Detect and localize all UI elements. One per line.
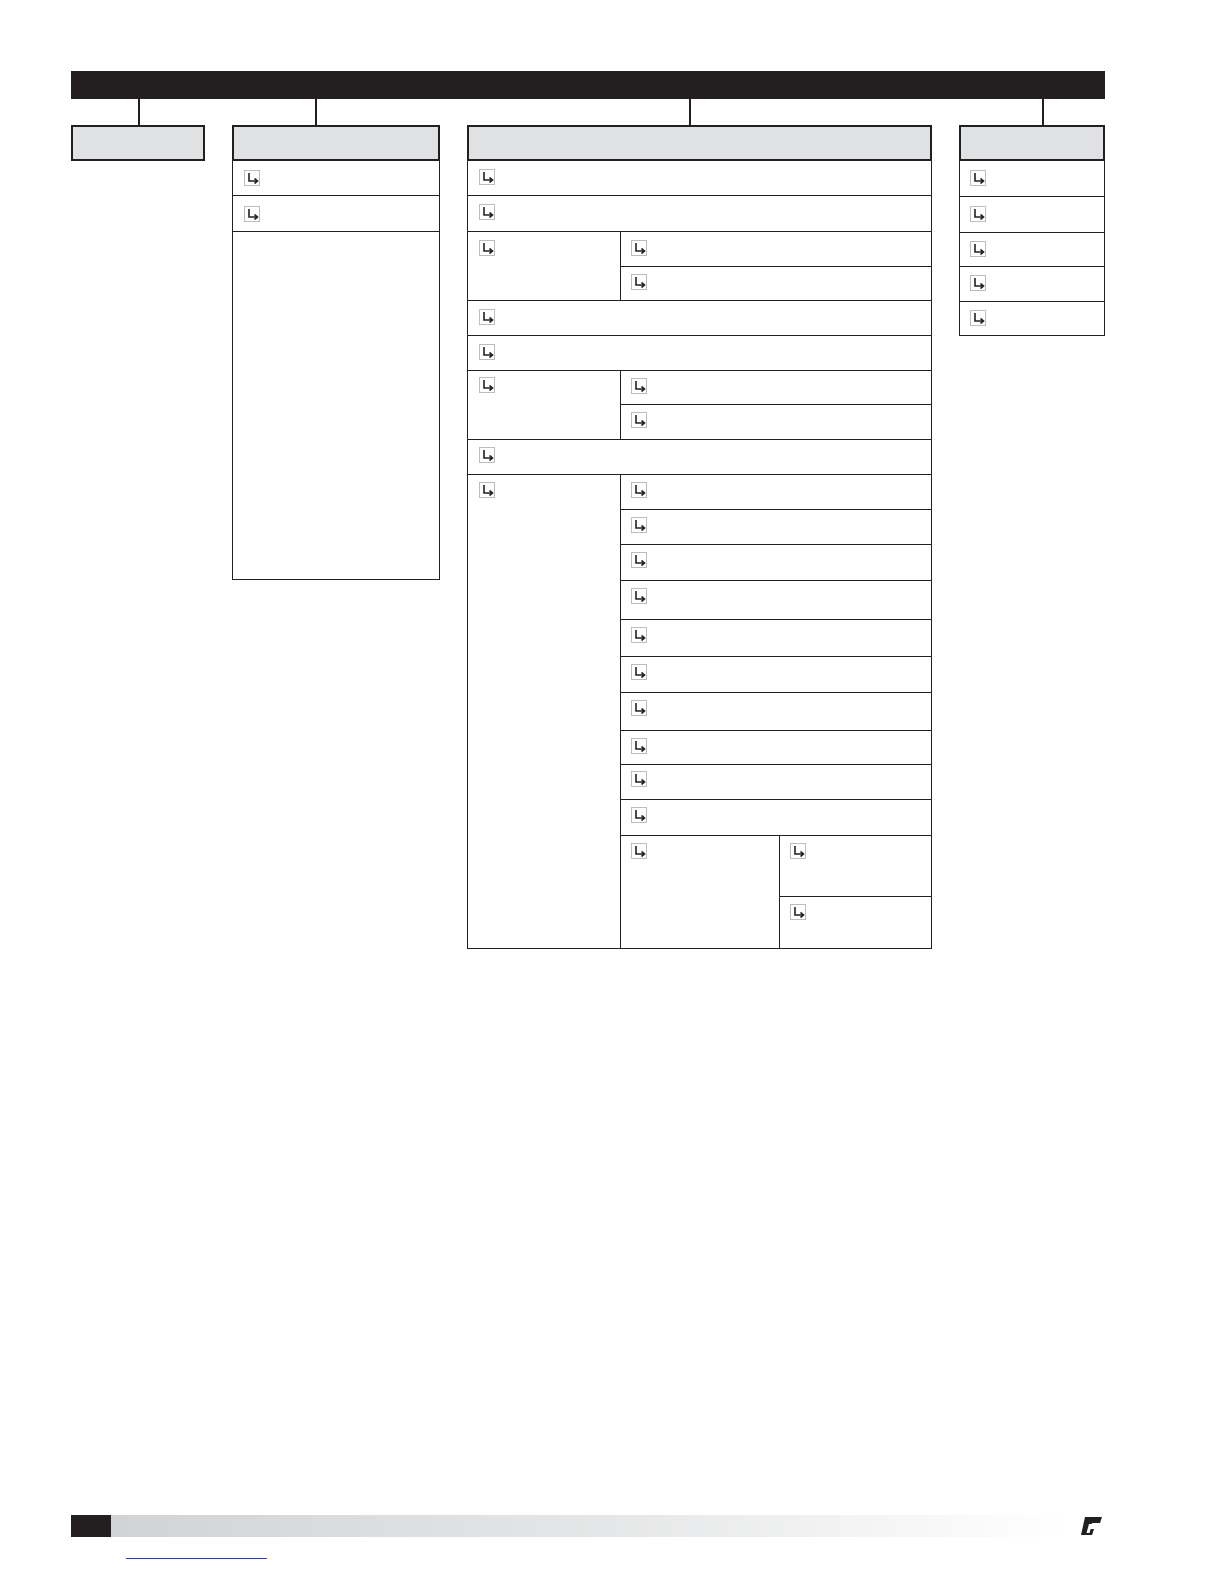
column-4-header [959,125,1105,161]
return-arrow-icon [479,377,495,393]
return-arrow-icon [970,241,986,257]
column-3-subrow [620,232,932,267]
column-4-row [959,197,1105,233]
column-4-row [959,302,1105,336]
connector-1 [138,99,140,126]
column-1-header [71,125,205,161]
column-3-subrow [620,765,932,800]
return-arrow-icon [631,771,647,787]
return-arrow-icon [790,843,806,859]
column-3-subrow [620,405,932,440]
return-arrow-icon [479,482,495,498]
return-arrow-icon [631,378,647,394]
column-4-row [959,267,1105,302]
column-3-subrow [620,800,932,836]
return-arrow-icon [479,344,495,360]
return-arrow-icon [479,447,495,463]
column-3-subrow [620,510,932,545]
return-arrow-icon [479,240,495,256]
column-3-group [467,475,621,949]
column-4-row [959,233,1105,267]
column-2-header [232,125,440,161]
return-arrow-icon [631,700,647,716]
column-2-row [232,161,440,196]
connector-4 [1042,99,1044,126]
footer-band [71,1515,1071,1537]
return-arrow-icon [631,843,647,859]
return-arrow-icon [479,309,495,325]
column-3-subrow [620,620,932,657]
return-arrow-icon [244,170,260,186]
column-3-subrow [620,657,932,693]
return-arrow-icon [631,482,647,498]
return-arrow-icon [970,206,986,222]
return-arrow-icon [631,627,647,643]
column-3-row [467,301,932,336]
page-number-block [71,1515,111,1537]
column-3-subrow [620,545,932,581]
return-arrow-icon [970,275,986,291]
return-arrow-icon [631,664,647,680]
return-arrow-icon [631,517,647,533]
column-3-header [467,125,932,161]
column-3-subrow [620,731,932,765]
return-arrow-icon [970,310,986,326]
root-bar [71,71,1105,99]
column-3-row [467,440,932,475]
brand-logo-icon [1080,1516,1104,1536]
column-3-subrow [620,371,932,405]
return-arrow-icon [631,588,647,604]
column-4-row [959,161,1105,197]
column-3-nested-row [779,897,932,949]
column-3-row [467,196,932,232]
column-3-group [467,232,621,301]
return-arrow-icon [631,552,647,568]
column-3-group [467,371,621,440]
footer-link[interactable] [126,1558,267,1559]
return-arrow-icon [970,170,986,186]
return-arrow-icon [631,412,647,428]
column-3-subrow [620,581,932,620]
column-3-subrow [620,693,932,731]
column-3-row [467,161,932,196]
column-3-subrow [620,475,932,510]
return-arrow-icon [479,204,495,220]
return-arrow-icon [790,904,806,920]
connector-2 [315,99,317,126]
column-3-row [467,336,932,371]
column-3-subrow [620,267,932,301]
return-arrow-icon [631,807,647,823]
connector-3 [689,99,691,126]
column-3-nested-group [620,836,780,949]
return-arrow-icon [631,738,647,754]
column-2-row [232,196,440,232]
return-arrow-icon [631,240,647,256]
return-arrow-icon [479,169,495,185]
return-arrow-icon [244,206,260,222]
return-arrow-icon [631,274,647,290]
column-3-nested-row [779,836,932,897]
